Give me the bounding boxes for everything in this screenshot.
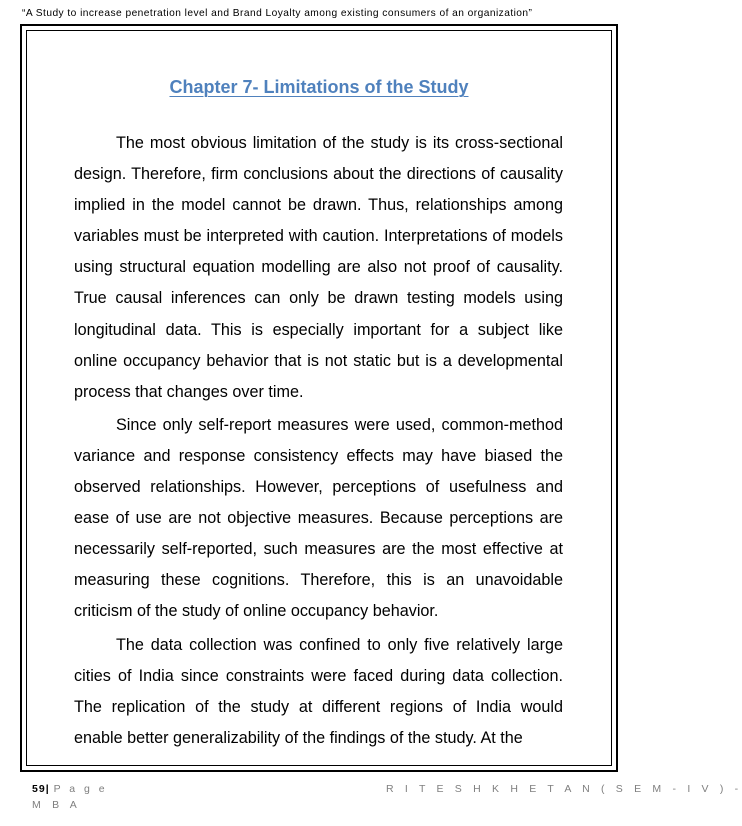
- paragraph-2: Since only self-report measures were used, common-method variance and response consistency effects may have biased the observed relationships. However, perceptions of usefulness and ease of use are not objective measures. Because perceptions are necessarily self-reported, such measures are the most effective at measuring these cognitions. Therefore, this is an unavoidable criticism of the study of online occupancy behavior.: [74, 415, 563, 621]
- page-number: 59: [32, 783, 46, 795]
- page-label: P a g e: [53, 783, 108, 795]
- running-header: “A Study to increase penetration level and Brand Loyalty among existing consumers of an organization”: [22, 8, 533, 19]
- footer-author: R I T E S H K H E T A N ( S E M - I V ) -: [386, 783, 742, 795]
- paragraph-3: The data collection was confined to only five relatively large cities of India since constraints were faced during data collection. The replication of the study at different regions of India would enable better generalizability of the findings of the study. At the: [74, 635, 563, 747]
- footer-separator: |: [45, 783, 50, 795]
- chapter-heading: [0, 77, 638, 98]
- body-text: [74, 128, 563, 756]
- chapter-title: Chapter 7- Limitations of the Study: [169, 77, 469, 97]
- paragraph-1: The most obvious limitation of the study is its cross-sectional design. Therefore, firm conclusions about the directions of causality implied in the model cannot be drawn. Thus, relationships among variables must be interpreted with caution. Interpretations of models using structural equation modelling are also not proof of causality. True causal inferences can only be drawn testing models using longitudinal data. This is especially important for a subject like online occupancy behavior that is not static but is a developmental process that changes over time.: [74, 134, 563, 401]
- page-footer-left: [32, 783, 108, 795]
- footer-program: M B A: [32, 799, 82, 811]
